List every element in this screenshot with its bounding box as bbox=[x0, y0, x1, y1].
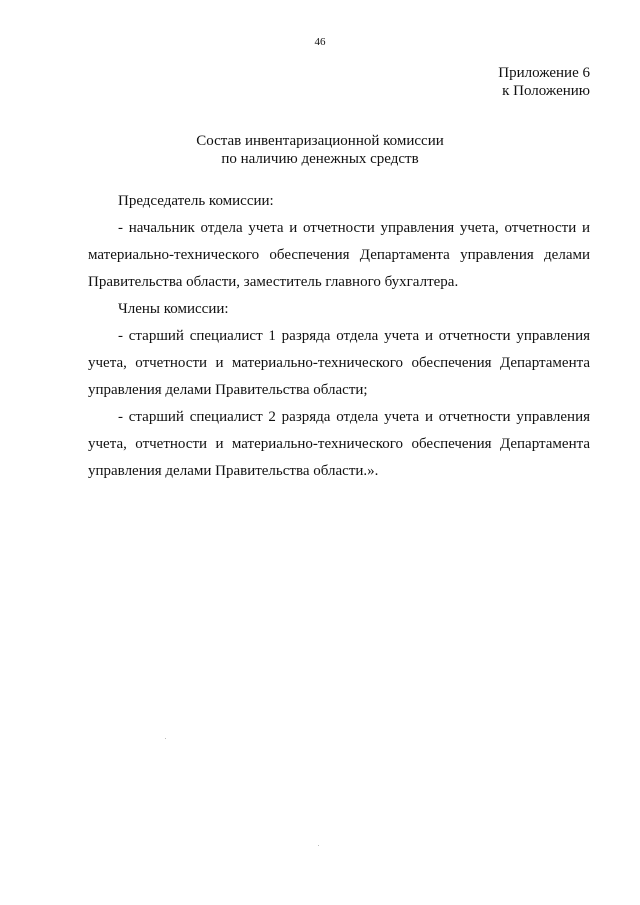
scan-speck bbox=[165, 738, 166, 739]
members-heading: Члены комиссии: bbox=[118, 301, 229, 317]
appendix-line-1: Приложение 6 bbox=[498, 65, 590, 81]
title-line-2: по наличию денежных средств bbox=[221, 151, 419, 167]
document-body bbox=[88, 188, 590, 485]
appendix-line-2: к Положению bbox=[502, 83, 590, 99]
member-paragraph-1: - старший специалист 1 разряда отдела учета и отчетности управления учета, отчетности и материально-технического обеспечения Департамента управления делами Правительства области; bbox=[88, 328, 590, 398]
appendix-reference bbox=[498, 64, 590, 100]
chairman-heading: Председатель комиссии: bbox=[118, 193, 274, 209]
title-line-1: Состав инвентаризационной комиссии bbox=[196, 133, 444, 149]
page-number: 46 bbox=[314, 36, 326, 48]
document-title bbox=[0, 132, 640, 168]
member-paragraph-2: - старший специалист 2 разряда отдела учета и отчетности управления учета, отчетности и материально-технического обеспечения Департамента управления делами Правительства области.». bbox=[88, 409, 590, 479]
scan-speck bbox=[318, 845, 319, 846]
chairman-paragraph: - начальник отдела учета и отчетности управления учета, отчетности и материально-технического обеспечения Департамента управления делами Правительства области, заместитель главного бухгалтера. bbox=[88, 220, 590, 290]
